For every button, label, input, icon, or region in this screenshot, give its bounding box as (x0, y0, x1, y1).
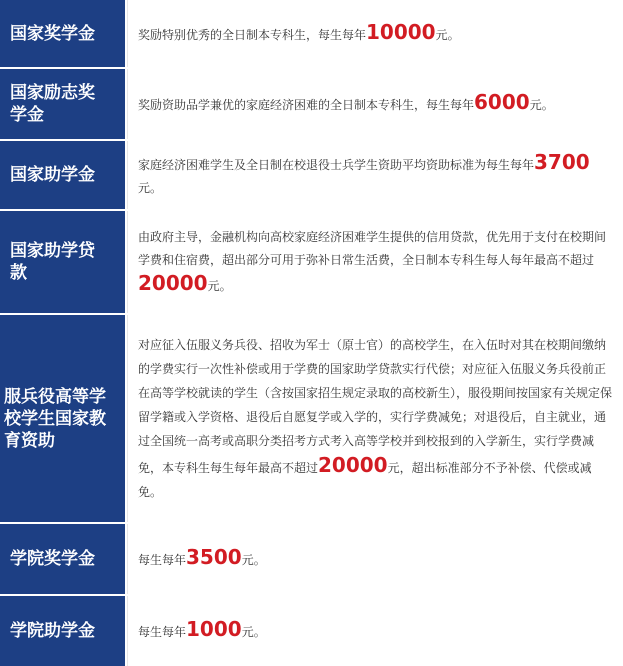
amount-value: 1000 (186, 617, 242, 641)
label-text: 学院助学金 (10, 621, 95, 641)
aid-row-national-grant (0, 141, 623, 209)
label-text: 国家奖学金 (10, 23, 95, 44)
row-label (0, 596, 125, 666)
amount-value: 3700 (534, 149, 590, 174)
aid-row-national-encouragement (0, 69, 623, 139)
row-label (0, 0, 125, 67)
description-suffix: 元。 (241, 553, 266, 567)
row-label (0, 141, 125, 209)
row-description (127, 0, 623, 67)
row-label (0, 524, 125, 594)
description-text: 每生每年 (138, 553, 187, 567)
label-text: 国家助学贷款 (10, 241, 95, 283)
row-description (127, 211, 623, 313)
row-description (127, 315, 623, 522)
amount-value: 10000 (366, 19, 436, 44)
description-text: 奖励特别优秀的全日制本专科生，每生每年 (138, 27, 367, 42)
row-label (0, 211, 125, 313)
description-suffix: 元。 (241, 625, 266, 639)
description-suffix: 元。 (435, 27, 460, 42)
description-suffix: 元，超出标准部分不予补偿、代偿或减免。 (138, 461, 592, 499)
row-description (127, 69, 623, 139)
amount-value: 20000 (138, 271, 208, 295)
amount-value: 20000 (318, 453, 388, 477)
description-text: 对应征入伍服义务兵役、招收为军士（原士官）的高校学生，在入伍时对其在校期间缴纳的学费实行一次性补偿或用于学费的国家助学贷款实行代偿；对应征入伍服义务兵役前正在高等学校就读的学生（含按国家招生规定录取的高校新生），服役期间按国家有关规定保留学籍或入学资格、退役后自愿复学或入学的，实行学费减免；对退役后，自主就业，通过全国统一高考或高职分类招考方式考入高等学校并到校报到的入学新生，实行学费减免，本专科生每生每年最高不超过 (138, 338, 613, 475)
row-description (127, 596, 623, 666)
label-text: 国家助学金 (10, 165, 95, 185)
description-text: 由政府主导，金融机构向高校家庭经济困难学生提供的信用贷款，优先用于支付在校期间学费和住宿费，超出部分可用于弥补日常生活费，全日制本专科生每人每年最高不超过 (138, 230, 607, 267)
aid-row-national-loan (0, 211, 623, 313)
aid-row-military-service (0, 315, 623, 522)
row-label (0, 315, 125, 522)
aid-row-national-scholarship (0, 0, 623, 67)
description-suffix: 元。 (529, 98, 554, 112)
label-text: 学院奖学金 (10, 549, 95, 569)
row-description (127, 524, 623, 594)
description-text: 家庭经济困难学生及全日制在校退役士兵学生资助平均资助标准为每生每年 (138, 157, 535, 172)
row-description (127, 141, 623, 209)
label-text: 国家励志奖学金 (10, 83, 95, 125)
amount-value: 6000 (474, 90, 530, 114)
row-label (0, 69, 125, 139)
label-text: 服兵役高等学校学生国家教育资助 (4, 386, 106, 451)
aid-row-college-scholarship (0, 524, 623, 594)
description-text: 奖励资助品学兼优的家庭经济困难的全日制本专科生，每生每年 (138, 98, 475, 112)
description-suffix: 元。 (207, 279, 232, 293)
amount-value: 3500 (186, 545, 242, 569)
description-text: 每生每年 (138, 625, 187, 639)
description-suffix: 元。 (138, 180, 163, 195)
aid-row-college-grant (0, 596, 623, 666)
